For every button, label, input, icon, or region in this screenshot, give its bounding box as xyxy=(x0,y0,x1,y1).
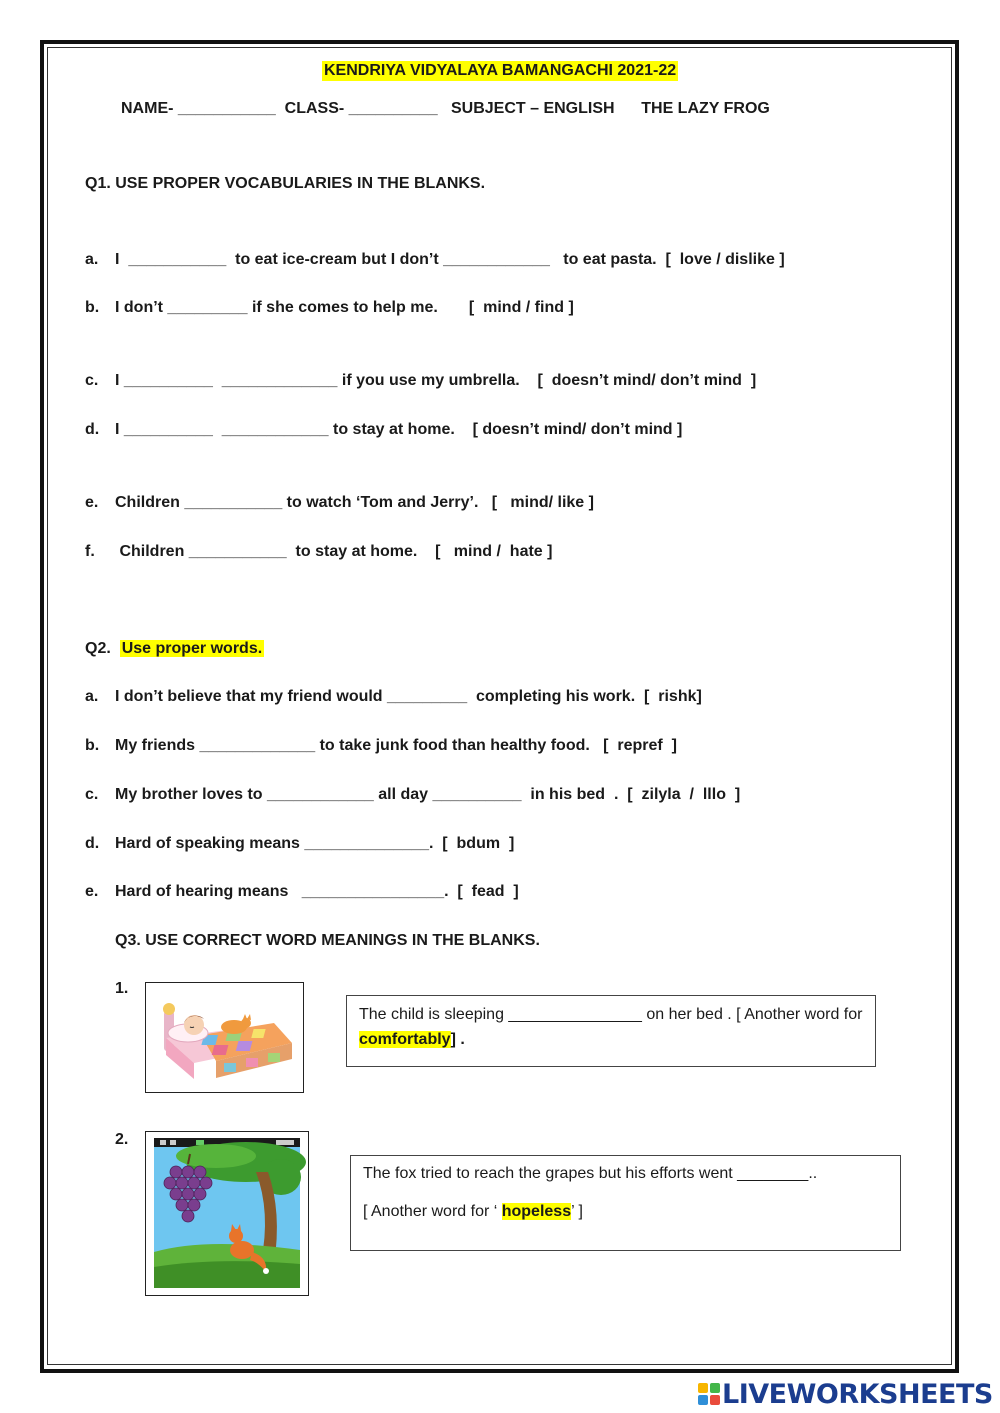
q2-item-c xyxy=(85,785,740,805)
q2-heading xyxy=(85,639,264,659)
q3-title: Q3. USE CORRECT WORD MEANINGS IN THE BLANKS. xyxy=(115,932,540,949)
q2-title: Use proper words. xyxy=(121,640,263,657)
q1-item-label: c. xyxy=(85,372,99,389)
q2-item-text: My friends _____________ to take junk food than healthy food. [ repref ] xyxy=(115,737,677,754)
q3-item-2-line2 xyxy=(363,1199,888,1224)
q1-item-text: I __________ ____________ to stay at home. [ doesn’t mind/ don’t mind ] xyxy=(115,421,683,438)
q1-item-a xyxy=(85,250,785,270)
q2-item-text: I don’t believe that my friend would _________ completing his work. [ rishk] xyxy=(115,688,702,705)
q3-item-2-line2-before: [ Another word for ‘ xyxy=(363,1203,502,1220)
liveworksheets-logo xyxy=(698,1379,993,1409)
q2-item-label: e. xyxy=(85,883,99,900)
q3-item-1-number: 1. xyxy=(115,980,129,997)
q1-item-e xyxy=(85,493,594,513)
q1-item-label: b. xyxy=(85,299,100,316)
q2-item-b xyxy=(85,736,677,756)
q3-item-1-box xyxy=(346,995,876,1067)
q2-item-label: a. xyxy=(85,688,99,705)
q1-title: Q1. USE PROPER VOCABULARIES IN THE BLANKS. xyxy=(85,175,486,192)
q1-item-text: I ___________ to eat ice-cream but I don’t ____________ to eat pasta. [ love / dislike ] xyxy=(115,251,785,268)
q2-item-d xyxy=(85,834,514,854)
q1-item-label: a. xyxy=(85,251,99,268)
q1-item-label: f. xyxy=(85,543,95,560)
q3-item-1-text: The child is sleeping _______________ on her bed . [ Another word for xyxy=(359,1006,863,1023)
q2-number: Q2. xyxy=(85,640,111,657)
q1-item-label: e. xyxy=(85,494,99,511)
q2-item-label: d. xyxy=(85,835,100,852)
student-info-line: NAME- ___________ CLASS- __________ SUBJECT – ENGLISH THE LAZY FROG xyxy=(121,100,770,117)
q2-item-a xyxy=(85,687,702,707)
q2-item-text: Hard of hearing means ________________. [ fead ] xyxy=(115,883,519,900)
q3-item-1-text-after: ] . xyxy=(450,1031,465,1048)
q1-item-text: Children ___________ to stay at home. [ mind / hate ] xyxy=(115,543,553,560)
q1-item-text: Children ___________ to watch ‘Tom and Jerry’. [ mind/ like ] xyxy=(115,494,594,511)
q2-item-text: Hard of speaking means ______________. [ bdum ] xyxy=(115,835,515,852)
q1-item-d xyxy=(85,420,682,440)
q2-item-text: My brother loves to ____________ all day __________ in his bed . [ zilyla / lllo ] xyxy=(115,786,741,803)
school-title: KENDRIYA VIDYALAYA BAMANGACHI 2021-22 xyxy=(324,62,677,79)
q3-item-1-highlight: comfortably xyxy=(359,1031,451,1048)
q1-item-text: I __________ _____________ if you use my umbrella. [ doesn’t mind/ don’t mind ] xyxy=(115,372,757,389)
q2-item-e xyxy=(85,882,519,902)
q1-item-text: I don’t _________ if she comes to help me. [ mind / find ] xyxy=(115,299,574,316)
liveworksheets-brand-text: LIVEWORKSHEETS xyxy=(722,1378,993,1410)
q3-item-2-line1: The fox tried to reach the grapes but his efforts went ________.. xyxy=(363,1165,818,1182)
sleeping-child-image xyxy=(145,982,304,1093)
fox-and-grapes-image xyxy=(145,1131,309,1296)
q3-item-2-number: 2. xyxy=(115,1131,129,1148)
q2-item-label: c. xyxy=(85,786,99,803)
liveworksheets-logo-icon xyxy=(698,1383,720,1405)
q1-item-b xyxy=(85,298,574,318)
q2-item-label: b. xyxy=(85,737,100,754)
q1-item-c xyxy=(85,371,756,391)
q1-item-f xyxy=(85,542,552,562)
q3-item-2-box xyxy=(350,1155,901,1251)
q1-item-label: d. xyxy=(85,421,100,438)
q3-item-2-highlight: hopeless xyxy=(501,1203,572,1220)
q3-item-2-line2-after: ’ ] xyxy=(571,1203,583,1220)
